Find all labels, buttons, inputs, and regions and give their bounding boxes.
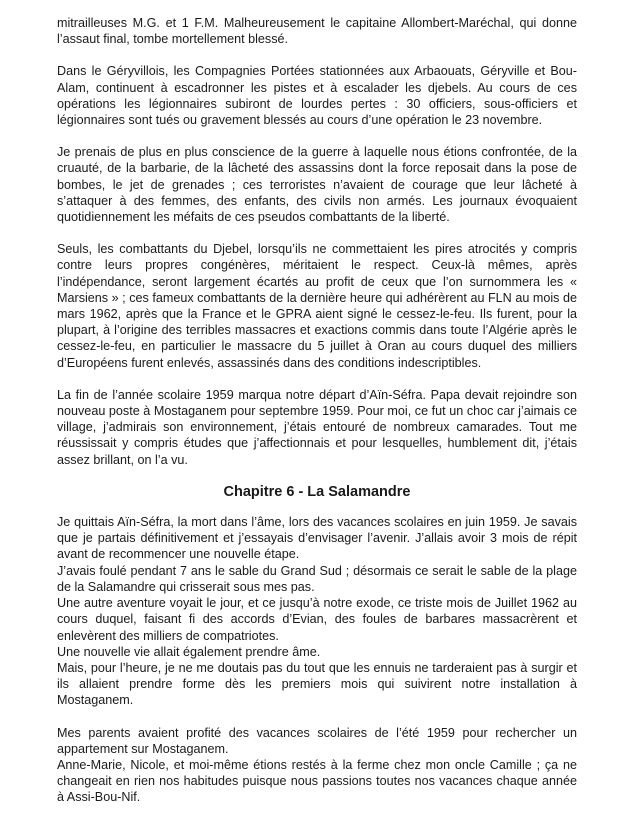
paragraph-leaving-ain-sefra: Je quittais Aïn-Séfra, la mort dans l’âme, lors des vacances scolaires en juin 1959. Je savais que je partais définitivement et j’essayais d’envisager l’avenir. J’allais avoir 3 mois de répit avant de recommencer une nouvelle étape. bbox=[57, 515, 577, 562]
chapter-title: Chapitre 6 - La Salamandre bbox=[223, 483, 411, 500]
paragraph-new-life: Une nouvelle vie allait également prendre âme. bbox=[57, 644, 321, 659]
paragraph-farm-holidays: Anne-Marie, Nicole, et moi-même étions restés à la ferme chez mon oncle Camille ; ça ne changeait en rien nos habitudes puisque nous passions toutes nos vacances chaque année à Assi-Bou-Nif. bbox=[57, 757, 577, 805]
paragraph-geryvillois: Dans le Géryvillois, les Compagnies Portées stationnées aux Arbaouats, Géryville et Bou-Alam, continuent à escadronner les pistes et à escalader les djebels. Au cours de ces opérations les légionnaires subiront de lourdes pertes : 30 officiers, sous-officiers et légionnaires sont tués ou gravement blessés au cours d’une opération le 23 novembre. bbox=[57, 64, 577, 128]
document-page bbox=[57, 0, 577, 806]
paragraph-assault: mitrailleuses M.G. et 1 F.M. Malheureusement le capitaine Allombert-Maréchal, qui donne l’assaut final, tombe mortellement blessé. bbox=[57, 16, 577, 47]
paragraph-parents-apartment: Mes parents avaient profité des vacances scolaires de l’été 1959 pour rechercher un appartement sur Mostaganem. bbox=[57, 725, 577, 756]
paragraph-sand: J’avais foulé pendant 7 ans le sable du Grand Sud ; désormais ce serait le sable de la plage de la Salamandre qui crisserait sous mes pas. bbox=[57, 563, 577, 594]
paragraph-new-adventure: Une autre aventure voyait le jour, et ce jusqu’à notre exode, ce triste mois de Juillet 1962 au cours duquel, faisant fi des accords d’Evian, des foules de barbares massacrèrent et enlevèrent des milliers de compatriotes. bbox=[57, 596, 577, 643]
paragraph-djebel-fighters: Seuls, les combattants du Djebel, lorsqu’ils ne commettaient les pires atrocités y compris contre leurs propres congénères, méritaient le respect. Ceux-là mêmes, après l’indépendance, seront largement écartés au profit de ceux que l’on surnommera les « Marsiens » ; ces fameux combattants de la dernière heure qui adhérèrent au FLN au mois de mars 1962, après que la France et le GPRA aient signé le cessez-le-feu. Ils furent, pour la plupart, à l’origine des terribles massacres et exactions commis dans toute l’Algérie après le cessez-le-feu, en particulier le massacre du 5 juillet à Oran au cours duquel des milliers d’Européens furent enlevés, assassinés dans des conditions indescriptibles. bbox=[57, 242, 577, 370]
paragraph-troubles: Mais, pour l’heure, je ne me doutais pas du tout que les ennuis ne tarderaient pas à surgir et ils allaient prendre forme dès les premiers mois qui suivirent notre installation à Mostaganem. bbox=[57, 660, 577, 708]
paragraph-school-year-end: La fin de l’année scolaire 1959 marqua notre départ d’Aïn-Séfra. Papa devait rejoindre son nouveau poste à Mostaganem pour septembre 1959. Pour moi, ce fut un choc car j’aimais ce village, j’admirais son environnement, j’étais entouré de nombreux camarades. Tout me réussissait y compris études que j’affectionnais et pour lesquelles, humblement dit, j’étais assez brillant, on l’a vu. bbox=[57, 387, 577, 467]
paragraph-war-awareness: Je prenais de plus en plus conscience de la guerre à laquelle nous étions confrontée, de la cruauté, de la barbarie, de la lâcheté des assassins dont la force reposait dans la pose de bombes, le jet de grenades ; ces terroristes n’avaient de courage que leur lâcheté à s’attaquer à des femmes, des enfants, des civils non armés. Les journaux évoquaient quotidiennement les méfaits de ces pseudos combattants de la liberté. bbox=[57, 145, 577, 225]
